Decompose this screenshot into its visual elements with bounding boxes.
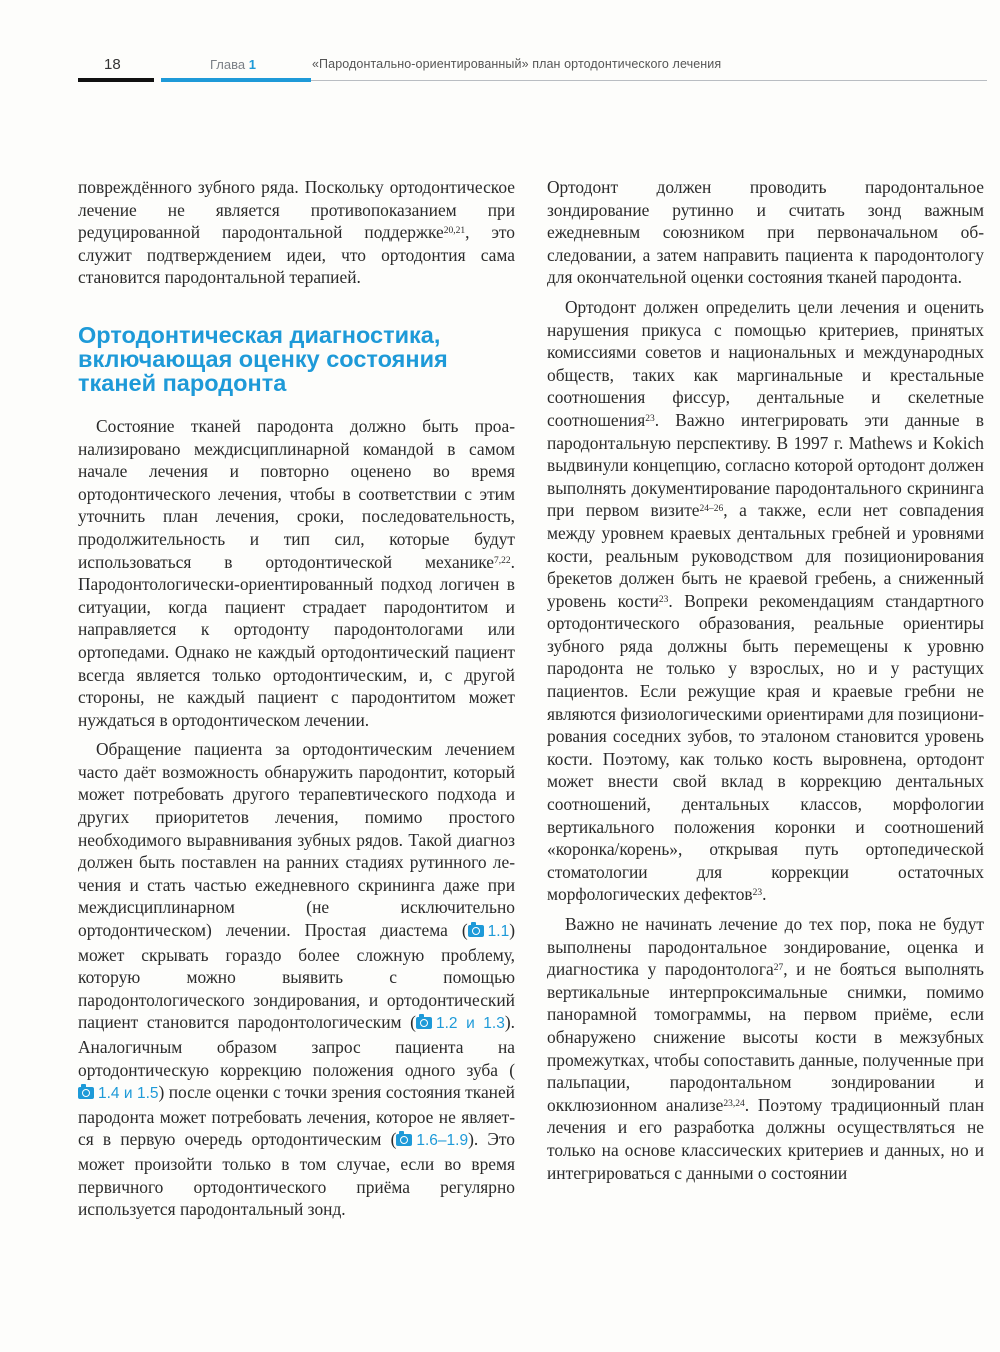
text-run: ) после оценки с точки зрения состояния тканей пародонта может потребовать лечения, которое не является в первую очередь ортодонтическим (: [78, 1082, 515, 1150]
text-run: Ортодонт должен определить цели лечения и оценить нарушения прикуса с помощью критериев, принятых комиссиями советов и национальных и международных обществ, таких как маргинальные и крестальные соотношения фиссур, дентальные и скелетные соотношения: [547, 296, 984, 430]
figure-number: 1.1: [487, 923, 510, 941]
figure-number: 1.4 и 1.5: [98, 1085, 159, 1103]
camera-icon: [78, 1087, 94, 1099]
chapter-label: [210, 57, 256, 72]
citation: 23: [645, 413, 655, 424]
right-column: [547, 176, 984, 1191]
paragraph: [547, 913, 984, 1184]
camera-icon: [396, 1134, 412, 1146]
text-run: повреждённого зубного ряда. Поскольку ортодонтическое лечение не является противопоказанием при редуцированной пародонтальной поддержке: [78, 177, 515, 243]
paragraph: [78, 738, 515, 1220]
figure-reference[interactable]: [416, 1012, 505, 1032]
figure-number: 1.6–1.9: [416, 1132, 469, 1150]
running-title: «Пародонтально-ориентированный» план ортодонтического лечения: [312, 57, 722, 71]
text-run: Важно не начинать лечение до тех пор, пока не будут выполнены пародонтальное зондирование, оценка и диагностика у пародонтолога: [547, 914, 984, 980]
text-run: ). Это может произойти только в том случае, если во время первичного ортодонтического приёма регулярно используется пародонтальный зонд.: [78, 1129, 515, 1220]
text-run: ) может скрывать гораздо более сложную проблему, которую можно выявить с помощью пародонтологического зондирования, и ортодонтический пациент становится пародонтологическим (: [78, 920, 515, 1033]
text-run: , это служит подтверждением идеи, что ортодонтия сама становится пародонтальной терапией.: [78, 222, 515, 288]
text-run: , а также, если нет совпадения между уровнем краевых дентальных гребней и уровнями кости, реальным руководством для позиционирования брекетов должен быть не краевой гребень, а сниженный уровень кости: [547, 500, 984, 611]
text-run: . Важно интегрировать эти данные в пародонтальную перспективу. В 1997 г. Mathews и Kokich выдвинули концепцию, согласно которой ортодонт должен выполнять документирование пародонтального скрининга при первом визите: [547, 409, 984, 521]
citation: 23,24: [723, 1098, 745, 1109]
text-run: . Пародонтологически-ориентированный подход логичен в ситуации, когда пациент страдает пародонтитом и направляется к ортодонту пародонтологами или ортопедами. Однако не каждый ортодонтический пациент всегда является только ортодонтическим, и, с другой стороны, не каждый пациент с пародонтитом может нуждаться в ортодонтическом лечении.: [78, 551, 515, 730]
paragraph: Ортодонт должен проводить пародонтальное зондирование рутинно и считать зонд важным ежедневным союзником при первоначальном обследовании, а затем направить пациента к пародонтологу для окончательной оценки состояния тканей пародонта.: [547, 177, 984, 288]
header-rule-blue: [161, 78, 311, 82]
text-run: .: [762, 884, 767, 905]
header-rule-gray: [311, 80, 987, 81]
citation: 24–26: [699, 504, 724, 515]
paragraph: [547, 296, 984, 906]
citation: 7,22: [494, 555, 511, 566]
camera-icon: [468, 925, 484, 937]
section-heading: Ортодонтическая диагностика, включающая оценку состояния тканей пародонта: [78, 321, 448, 396]
camera-icon: [416, 1017, 432, 1029]
paragraph: [78, 176, 515, 289]
text-run: , и не бояться выполнять вертикальные интерпроксимальные снимки, помимо панорамной томограммы, на первом приёме, если обнаружено снижение высоты кости в межзубных промежутках, чтобы сопоставить данные, полученные при пальпации, пародонтальном зондировании и окклюзионном анализе: [547, 959, 984, 1115]
figure-reference[interactable]: [78, 1082, 159, 1102]
text-run: . Поэтому традиционный план лечения и его разработка должны осуществляться не только на основе классических критериев и данных, но и интегрироваться с данными о состоянии: [547, 1094, 984, 1183]
figure-reference[interactable]: [396, 1129, 468, 1149]
paragraph: [78, 415, 515, 731]
figure-reference[interactable]: [468, 920, 510, 940]
chapter-word: Глава: [210, 57, 246, 72]
left-column: [78, 176, 515, 1228]
text-run: Обращение пациента за ортодонтическим лечением часто даёт возможность обнаружить пародонтит, который может потребовать другого терапевтического подхода и других приоритетов лечения, помимо простого необходимого выравнивания зубных рядов. Такой диагноз должен быть поставлен на ранних стадиях рутинного лечения и стать частью ежедневного скрининга даже при междисциплинарном (не исключительно ортодонтическом) лечении. Простая диастема (: [78, 739, 515, 941]
citation: 27: [773, 963, 784, 974]
text-run: ). Аналогичным образом запрос пациента на ортодонтическую коррекцию положения одного зуба (: [78, 1012, 515, 1080]
figure-number: 1.2 и 1.3: [435, 1015, 505, 1033]
text-run: . Вопреки рекомендациям стандартного ортодонтического образования, реальные ориентиры зубного ряда должны быть перемещены к уровню пародонта не только у взрослых, но и у растущих пациентов. Если режущие края и краевые гребни не являются физиологическими ориентирами для позиционирования соседних зубов, то эталоном становится уровень кости. Поэтому, как только кость выровнена, ортодонт может внести свой вклад в коррекцию дентальных соотношений, дентальных классов, морфологии вертикального положения коронки и соотношений «коронка/корень», открывая путь ортопедической стоматологии для коррекции остаточных морфологических дефектов: [547, 590, 984, 905]
citation: 23: [658, 594, 669, 605]
citation: 20,21: [443, 226, 466, 237]
page-number: 18: [104, 56, 121, 73]
chapter-number: 1: [248, 57, 256, 72]
header-rule-black: [78, 78, 154, 82]
text-run: Состояние тканей пародонта должно быть проанализировано междисциплинарной командой в самом начале лечения и повторно оценено во время ортодонтического лечения, чтобы в соответствии с этим уточнить план лечения, сроки, последовательность, продолжительность и тип сил, которые будут использоваться в ортодонтической механике: [78, 415, 515, 572]
citation: 23: [752, 888, 763, 899]
